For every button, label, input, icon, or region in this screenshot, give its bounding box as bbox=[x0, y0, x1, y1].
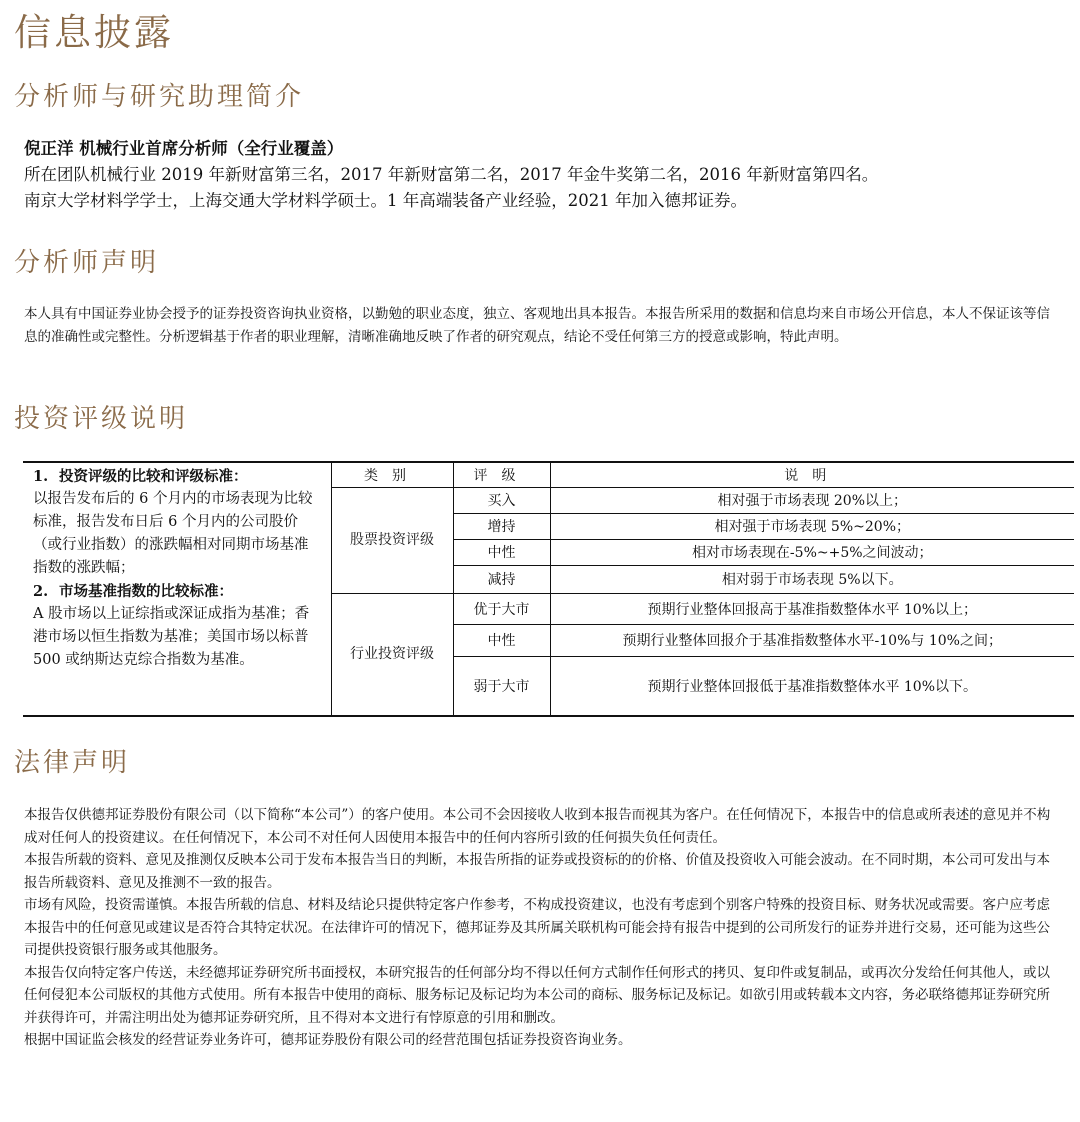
legal-text bbox=[24, 804, 1056, 1052]
criteria-1-text: 以报告发布后的 6 个月内的市场表现为比较标准，报告发布日后 6 个月内的公司股价（或行业指数）的涨跌幅相对同期市场基准指数的涨跌幅； bbox=[33, 491, 313, 576]
rating-cell: 中性 bbox=[453, 624, 550, 656]
legal-heading: 法律声明 bbox=[14, 748, 131, 778]
description-cell: 预期行业整体回报低于基准指数整体水平 10%以下。 bbox=[550, 656, 1074, 716]
rating-cell: 增持 bbox=[453, 513, 550, 539]
analyst-education-line: 南京大学材料学学士，上海交通大学材料学硕士。1 年高端装备产业经验，2021 年加入德邦证券。 bbox=[24, 191, 747, 210]
rating-cell: 中性 bbox=[453, 539, 550, 565]
rating-cell: 优于大市 bbox=[453, 593, 550, 624]
page-title: 信息披露 bbox=[14, 11, 174, 54]
rating-heading: 投资评级说明 bbox=[14, 404, 189, 434]
description-cell: 预期行业整体回报介于基准指数整体水平-10%与 10%之间； bbox=[550, 624, 1074, 656]
statement-paragraph: 本人具有中国证券业协会授予的证券投资咨询执业资格，以勤勉的职业态度，独立、客观地出具本报告。本报告所采用的数据和信息均来自市场公开信息，本人不保证该等信息的准确性或完整性。分析逻辑基于作者的职业理解，清晰准确地反映了作者的研究观点，结论不受任何第三方的授意或影响，特此声明。 bbox=[24, 306, 1050, 345]
rating-cell: 减持 bbox=[453, 565, 550, 593]
analyst-intro-heading: 分析师与研究助理简介 bbox=[14, 82, 305, 112]
description-cell: 相对市场表现在-5%~+5%之间波动； bbox=[550, 539, 1074, 565]
legal-paragraph: 本报告仅向特定客户传送，未经德邦证券研究所书面授权，本研究报告的任何部分均不得以任何方式制作任何形式的拷贝、复印件或复制品，或再次分发给任何其他人，或以任何侵犯本公司版权的其他方式使用。所有本报告中使用的商标、服务标记及标记均为本公司的商标、服务标记及标记。如欲引用或转载本文内容，务必联络德邦证券研究所并获得许可，并需注明出处为德邦证券研究所，且不得对本文进行有悖原意的引用和删改。 bbox=[24, 964, 1050, 1026]
analyst-statement-text bbox=[24, 303, 1056, 348]
rating-criteria bbox=[23, 462, 331, 716]
description-cell: 相对强于市场表现 20%以上； bbox=[550, 487, 1074, 513]
analyst-name-line: 倪正洋 机械行业首席分析师（全行业覆盖） bbox=[24, 139, 344, 158]
description-cell: 预期行业整体回报高于基准指数整体水平 10%以上； bbox=[550, 593, 1074, 624]
rating-cell: 弱于大市 bbox=[453, 656, 550, 716]
description-cell: 相对弱于市场表现 5%以下。 bbox=[550, 565, 1074, 593]
legal-paragraph: 市场有风险，投资需谨慎。本报告所载的信息、材料及结论只提供特定客户作参考，不构成投资建议，也没有考虑到个别客户特殊的投资目标、财务状况或需要。客户应考虑本报告中的任何意见或建议是否符合其特定状况。在法律许可的情况下，德邦证券及其所属关联机构可能会持有报告中提到的公司所发行的证券并进行交易，还可能为这些公司提供投资银行服务或其他服务。 bbox=[24, 897, 1050, 958]
legal-paragraph: 本报告仅供德邦证券股份有限公司（以下简称“本公司”）的客户使用。本公司不会因接收人收到本报告而视其为客户。在任何情况下，本报告中的信息或所表述的意见并不构成对任何人的投资建议。在任何情况下，本公司不对任何人因使用本报告中的任何内容所引致的任何损失负任何责任。 bbox=[24, 807, 1051, 846]
analyst-statement-heading: 分析师声明 bbox=[14, 248, 160, 278]
analyst-intro bbox=[24, 136, 1069, 214]
rating-table bbox=[23, 461, 1074, 717]
criteria-2-title: 2. 市场基准指数的比较标准： bbox=[33, 583, 233, 600]
analyst-awards-line: 所在团队机械行业 2019 年新财富第三名，2017 年新财富第二名，2017 年金牛奖第二名，2016 年新财富第四名。 bbox=[24, 165, 879, 184]
legal-paragraph: 根据中国证监会核发的经营证券业务许可，德邦证券股份有限公司的经营范围包括证券投资咨询业务。 bbox=[24, 1032, 632, 1048]
stock-rating-category: 股票投资评级 bbox=[331, 487, 453, 593]
description-cell: 相对强于市场表现 5%~20%； bbox=[550, 513, 1074, 539]
header-category: 类别 bbox=[331, 462, 453, 487]
legal-paragraph: 本报告所载的资料、意见及推测仅反映本公司于发布本报告当日的判断，本报告所指的证券或投资标的的价格、价值及投资收入可能会波动。在不同时期，本公司可发出与本报告所载资料、意见及推测不一致的报告。 bbox=[24, 852, 1050, 891]
header-rating: 评级 bbox=[453, 462, 550, 487]
rating-cell: 买入 bbox=[453, 487, 550, 513]
industry-rating-category: 行业投资评级 bbox=[331, 593, 453, 716]
criteria-2-text: A 股市场以上证综指或深证成指为基准；香港市场以恒生指数为基准；美国市场以标普 500 或纳斯达克综合指数为基准。 bbox=[33, 606, 310, 668]
header-description: 说明 bbox=[550, 462, 1074, 487]
criteria-1-title: 1. 投资评级的比较和评级标准： bbox=[33, 468, 248, 485]
